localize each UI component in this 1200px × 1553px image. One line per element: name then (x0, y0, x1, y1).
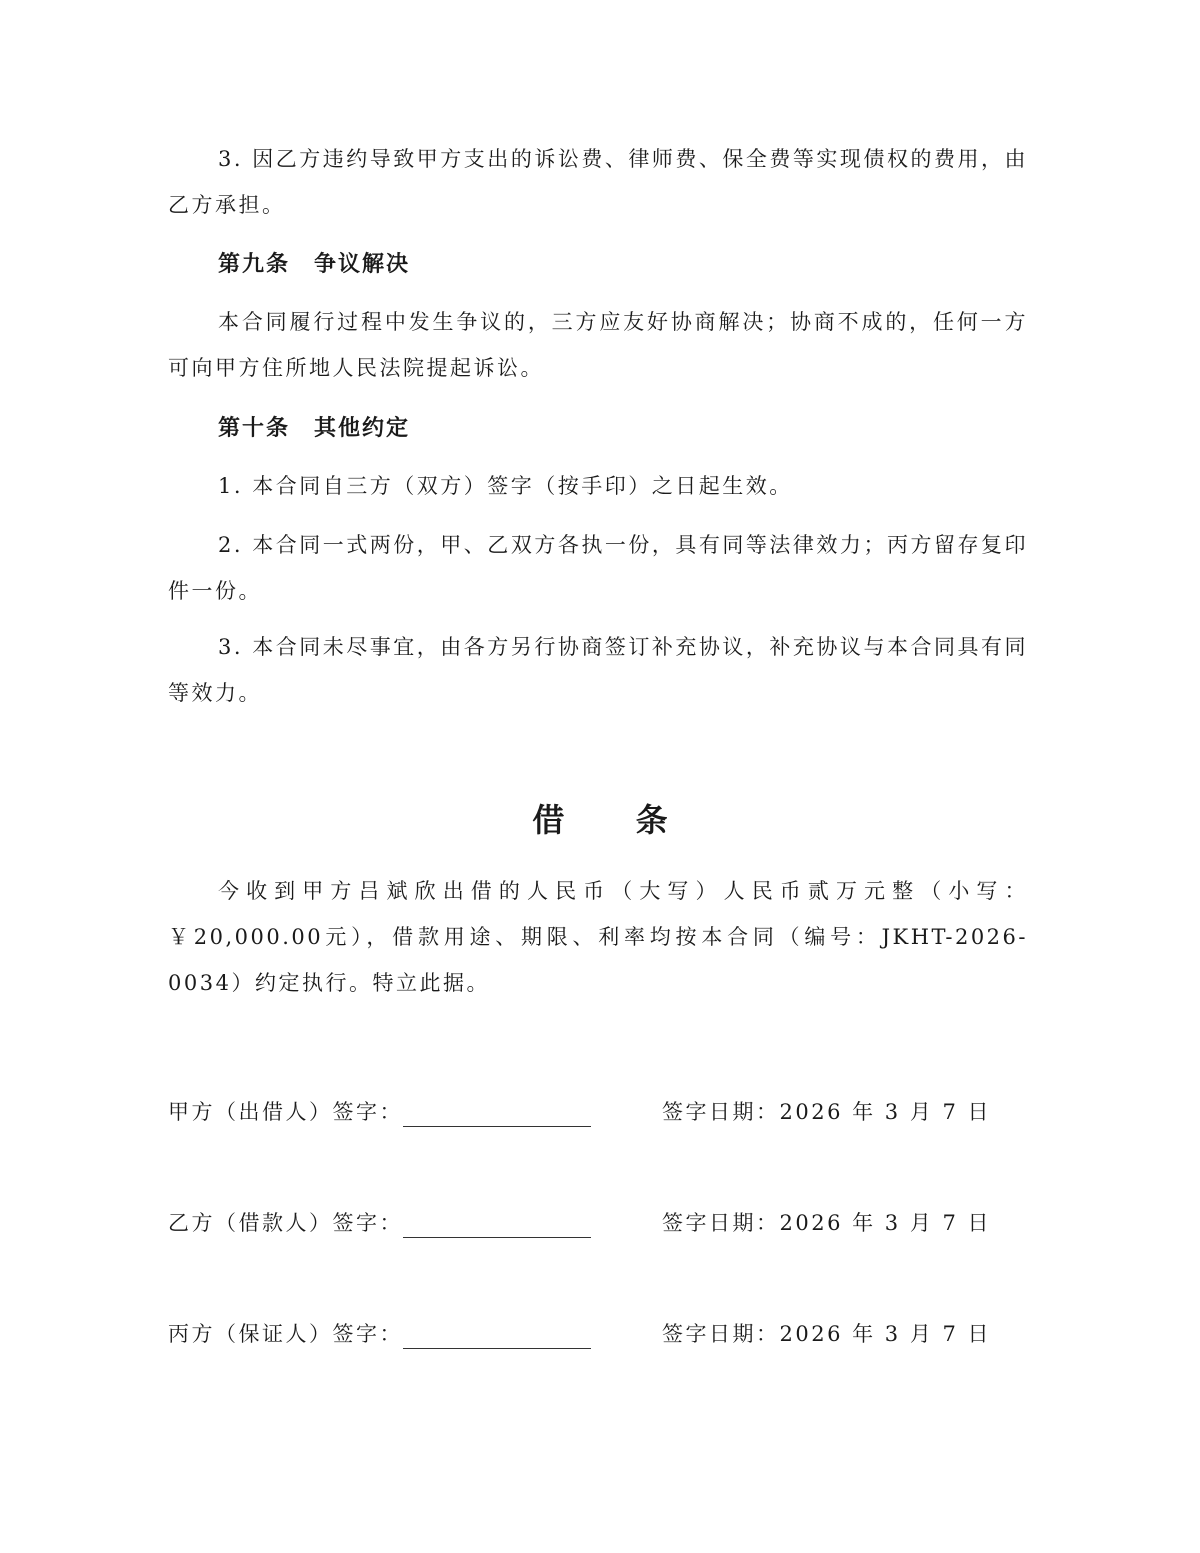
signature-date: 签字日期：2026 年 3 月 7 日 (662, 1100, 992, 1124)
clause10-item1: 1. 本合同自三方（双方）签字（按手印）之日起生效。 (218, 474, 793, 498)
clause10-item3: 3. 本合同未尽事宜，由各方另行协商签订补充协议，补充协议与本合同具有同等效力。 (168, 635, 1028, 705)
signature-label: 丙方（保证人）签字： (168, 1322, 403, 1346)
receipt-text: 今收到甲方吕斌欣出借的人民币（大写）人民币贰万元整（小写：￥20,000.00元），借款用途、期限、利率均按本合同（编号：JKHT-2026-0034）约定执行。特立此据。 (168, 879, 1028, 995)
signature-line[interactable] (403, 1237, 591, 1238)
signature-row-guarantor (168, 1318, 1028, 1358)
clause10-heading: 第十条 其他约定 (218, 415, 411, 441)
signature-line[interactable] (403, 1126, 591, 1127)
signature-date: 签字日期：2026 年 3 月 7 日 (662, 1322, 992, 1346)
signature-label: 甲方（出借人）签字： (168, 1100, 403, 1124)
clause10-item2: 2. 本合同一式两份，甲、乙双方各执一份，具有同等法律效力；丙方留存复印件一份。 (168, 533, 1028, 603)
signature-date: 签字日期：2026 年 3 月 7 日 (662, 1211, 992, 1235)
signature-line[interactable] (403, 1348, 591, 1349)
signature-row-lender (168, 1096, 1028, 1136)
clause9-text: 本合同履行过程中发生争议的，三方应友好协商解决；协商不成的，任何一方可向甲方住所地人民法院提起诉讼。 (168, 310, 1028, 380)
signature-label: 乙方（借款人）签字： (168, 1211, 403, 1235)
clause8-item3: 3. 因乙方违约导致甲方支出的诉讼费、律师费、保全费等实现债权的费用，由乙方承担。 (168, 147, 1028, 217)
clause9-heading: 第九条 争议解决 (218, 251, 411, 277)
receipt-title: 借 条 (532, 801, 698, 839)
signature-row-borrower (168, 1207, 1028, 1247)
